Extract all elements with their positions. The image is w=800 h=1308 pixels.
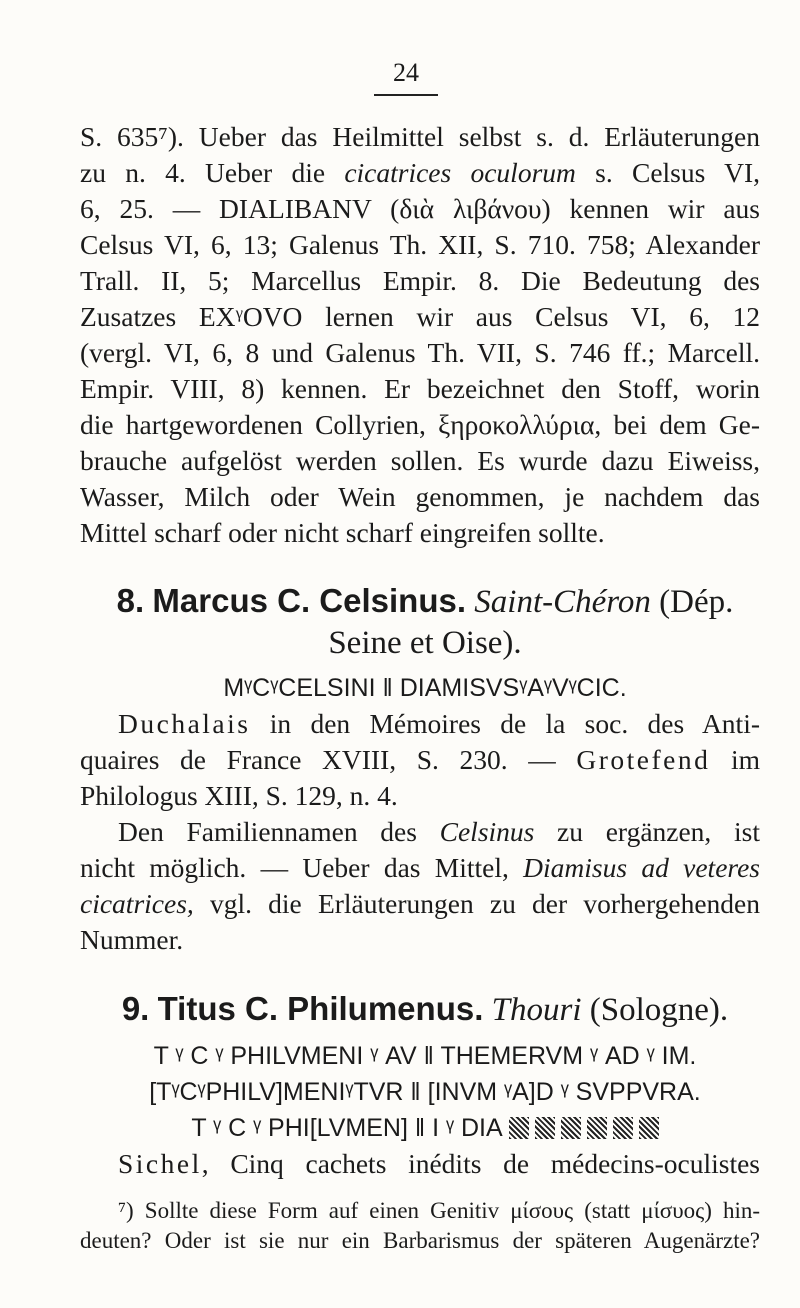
para-line: S. 635⁷). Ueber das Heilmittel selbst s. d. Erläuterungen <box>80 121 760 152</box>
illegible-hatch <box>587 1117 607 1139</box>
para-line: Zusatzes EXᵞOVO lernen wir aus Celsus VI, 6, 12 <box>80 301 760 332</box>
para-line: Wasser, Milch oder Wein genommen, je nachdem das <box>80 481 760 512</box>
page-number-rule <box>374 94 438 96</box>
section-8-heading-line-2: Seine et Oise). <box>328 625 522 661</box>
para-line: Celsus VI, 6, 13; Galenus Th. XII, S. 710. 758; Alexander <box>80 229 760 260</box>
illegible-hatch <box>639 1117 659 1139</box>
section-9-inscription-line-2: [TᵞCᵞPHILV]MENIᵞTVR ‖ [INVM ᵞA]D ᵞ SVPPVRA. <box>149 1078 701 1106</box>
section-8-heading: 8. Marcus C. Celsinus. Saint-Chéron (Dép. <box>116 582 734 620</box>
footnote-line-1: ⁷) Sollte diese Form auf einen Genitiv μίσους (statt μίσυος) hin- <box>118 1198 760 1223</box>
illegible-hatch <box>509 1117 529 1139</box>
footnote-marker: ⁷ <box>118 1198 127 1223</box>
para-line: Mittel scharf oder nicht scharf eingreifen sollte. <box>80 517 605 548</box>
para-line: zu n. 4. Ueber die cicatrices oculorum s. Celsus VI, <box>80 157 760 188</box>
section-8-inscription: MᵞCᵞCELSINI ‖ DIAMISVSᵞAᵞVᵞCIC. <box>223 674 627 702</box>
page-number: 24 <box>393 58 419 87</box>
para-line: Philologus XIII, S. 129, n. 4. <box>80 780 398 811</box>
para-line: die hartgewordenen Collyrien, ξηροκολλύρια, bei dem Ge- <box>80 409 760 440</box>
para-line: Den Familiennamen des Celsinus zu ergänzen, ist <box>118 816 760 847</box>
section-9-inscription-line-3: T ᵞ C ᵞ PHI[LVMEN] ‖ I ᵞ DIA <box>80 1110 770 1146</box>
para-line: (vergl. VI, 6, 8 und Galenus Th. VII, S. 746 ff.; Marcell. <box>80 337 760 368</box>
illegible-hatch <box>561 1117 581 1139</box>
section-9-heading: 9. Titus C. Philumenus. Thouri (Sologne). <box>121 990 729 1028</box>
para-line: Sichel, Cinq cachets inédits de médecins-oculistes <box>118 1148 760 1179</box>
footnote-ref: ⁷ <box>158 121 168 152</box>
footnote-line-2: deuten? Oder ist sie nur ein Barbarismus der späteren Augenärzte? <box>80 1228 760 1253</box>
para-line: Trall. II, 5; Marcellus Empir. 8. Die Bedeutung des <box>80 265 760 296</box>
para-line: brauche aufgelöst werden sollen. Es wurde dazu Eiweiss, <box>80 445 760 476</box>
para-line: nicht möglich. — Ueber das Mittel, Diamisus ad veteres <box>80 852 760 883</box>
illegible-hatch <box>613 1117 633 1139</box>
para-line: quaires de France XVIII, S. 230. — Grotefend im <box>80 744 760 775</box>
para-line: 6, 25. — DIALIBANV (διὰ λιβάνου) kennen wir aus <box>80 193 760 224</box>
para-line: cicatrices, vgl. die Erläuterungen zu der vorhergehenden <box>80 888 760 919</box>
para-line: Empir. VIII, 8) kennen. Er bezeichnet den Stoff, worin <box>80 373 760 404</box>
section-9-inscription-line-1: T ᵞ C ᵞ PHILVMENI ᵞ AV ‖ THEMERVM ᵞ AD ᵞ IM. <box>153 1042 697 1070</box>
para-line: Nummer. <box>80 924 184 955</box>
illegible-hatch <box>535 1117 555 1139</box>
para-line: Duchalais in den Mémoires de la soc. des Anti- <box>118 708 760 739</box>
